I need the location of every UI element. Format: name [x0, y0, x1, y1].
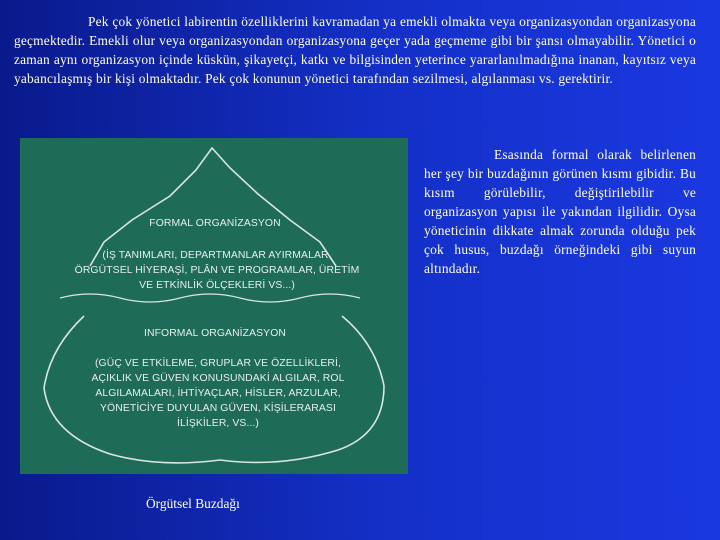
iceberg-explanation-text: Esasında formal olarak belirlenen her şey bir buzdağının görünen kısmı gibidir. Bu kısım görülebilir, değiştirilebilir ve organizasyon yapısı ile yakından ilgilidir. Oysa yöneticinin dikkate almak zorunda olduğu pek çok husus, buzdağı örneğindeki gibi suyun altındadır. — [424, 147, 696, 276]
intro-paragraph-text: Pek çok yönetici labirentin özelliklerini kavramadan ya emekli olmakta veya organizasyondan organizasyona geçmektedir. Emekli olur veya organizasyondan organizasyona geçer yada geçmeme gibi bir şansı olmayabilir. Yönetici o zaman aynı organizasyon içinde küskün, şikayetçi, katkı ve bilgisinden yeterince yararlanılmadığına inanan, kayıtsız veya yabancılaşmış bir kişi olmaktadır. Pek çok konunun yönetici tarafından sezilmesi, algılanması vs. gerektirir. — [14, 14, 696, 86]
iceberg-figure — [20, 138, 408, 474]
informal-organization-items: (GÜÇ VE ETKİLEME, GRUPLAR VE ÖZELLİKLERİ, AÇIKLIK VE GÜVEN KONUSUNDAKİ ALGILAR, ROL ALGILAMALARI, İHTİYAÇLAR, HİSLER, ARZULAR, YÖNETİCİYE DUYULAN GÜVEN, KİŞİLERARASI İLİŞKİLER, VS...) — [91, 358, 345, 429]
formal-organization-title: FORMAL ORGANİZASYON — [149, 218, 281, 229]
figure-caption: Örgütsel Buzdağı — [146, 496, 240, 511]
iceberg-explanation-paragraph — [424, 145, 696, 278]
informal-organization-title: INFORMAL ORGANİZASYON — [143, 328, 286, 339]
water-line — [60, 294, 360, 302]
formal-organization-items: (İŞ TANIMLARI, DEPARTMANLAR AYIRMALAR, ÖRGÜTSEL HİYERAŞİ, PLÂN VE PROGRAMLAR, ÜRETİM VE ETKİNLİK ÖLÇEKLERİ VS...) — [74, 250, 360, 291]
intro-paragraph — [14, 12, 696, 88]
